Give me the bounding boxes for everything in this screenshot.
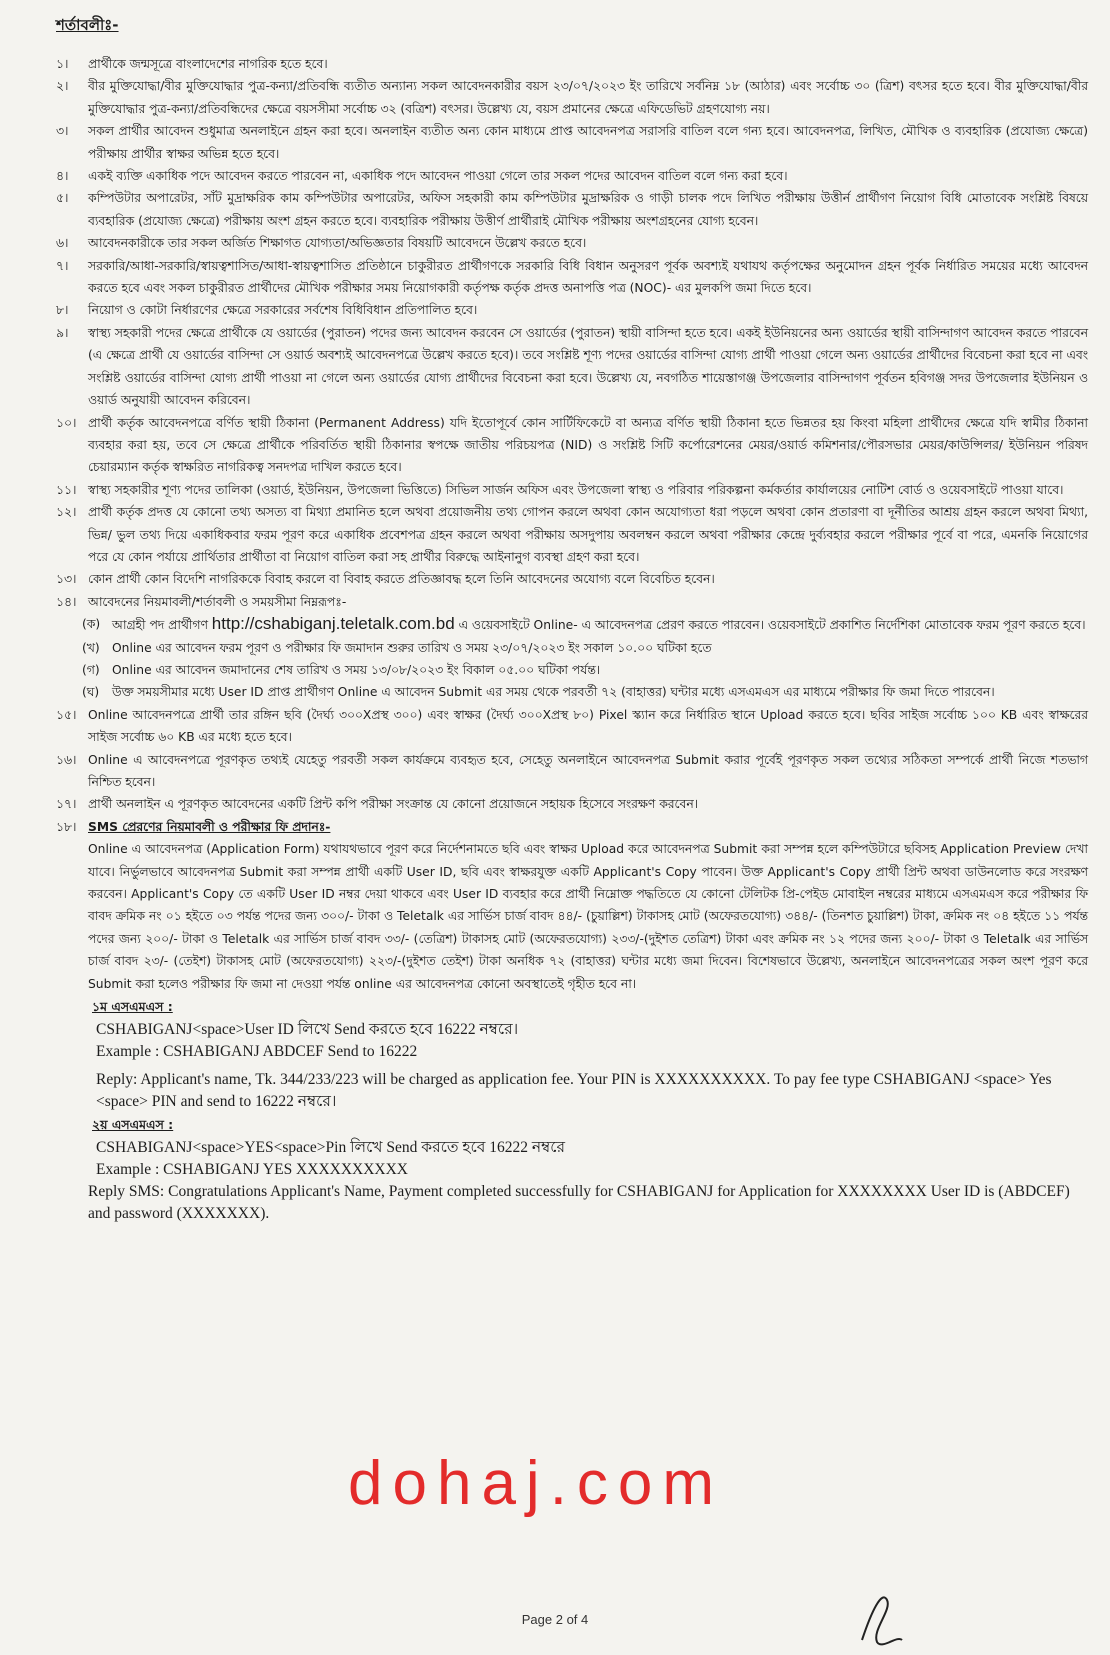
watermark: dohaj.com bbox=[348, 1449, 725, 1518]
condition-item bbox=[56, 165, 1088, 187]
condition-item bbox=[56, 793, 1088, 815]
item-number: ১৩। bbox=[56, 572, 77, 587]
item-text: স্বাস্থ্য সহকারীর শূণ্য পদের তালিকা (ওয়ার্ড, ইউনিয়ন, উপজেলা ভিত্তিতে) সিভিল সার্জন অফিস এবং উপজেলা স্বাস্থ্য ও পরিবার পরিকল্পনা কর্মকর্তার কার্যালয়ের নোটিশ বোর্ড ও ওয়েবসাইটে পাওয়া যাবে। bbox=[88, 482, 1064, 497]
condition-item bbox=[56, 120, 1088, 165]
item-number: ৫। bbox=[56, 191, 69, 206]
sub-item-number: (গ) bbox=[82, 662, 100, 677]
condition-item bbox=[56, 187, 1088, 232]
sms1-reply: Reply: Applicant's name, Tk. 344/233/223 will be charged as application fee. Your PIN is XXXXXXXXXX. To pay fee type CSHABIGANJ <space> Yes <space> PIN and send to 16222 নম্বরে। bbox=[96, 1071, 1052, 1111]
sub-item bbox=[56, 613, 1088, 636]
item-number: ৯। bbox=[56, 325, 69, 340]
item-text: একই ব্যক্তি একাধিক পদে আবেদন করতে পারবেন না, একাধিক পদে আবেদন পাওয়া গেলে তার সকল পদের আবেদন বাতিল বলে গন্য করা হবে। bbox=[88, 169, 788, 184]
item-text: প্রার্থী কর্তৃক আবেদনপত্রে বর্ণিত স্থায়ী ঠিকানা (Permanent Address) যদি ইতোপূর্বে কোন সার্টিফিকেটে বা অন্যত্র বর্ণিত স্থায়ী ঠিকানা হতে ভিন্নতর হয় কিংবা মহিলা প্রার্থীদের ক্ষেত্রে যদি স্বামীর ঠিকানা ব্যবহার করা হয়, তবে সে ক্ষেত্রে প্রার্থীকে পরিবর্তিত স্থায়ী ঠিকানার স্বপক্ষে জাতীয় পরিচয়পত্র (NID) ও সংশ্লিষ্ট সিটি কর্পোরেশনের মেয়র/ওয়ার্ড কমিশনার/পৌরসভার মেয়র/কাউন্সিলর/ ইউনিয়ন পরিষদ চেয়ারম্যান কর্তৃক স্বাক্ষরিত নাগরিকত্ব সনদপত্র দাখিল করতে হবে। bbox=[88, 415, 1088, 475]
section-heading: শর্তাবলীঃ- bbox=[56, 16, 119, 34]
item-text: Online এ আবেদনপত্রে পূরণকৃত তথ্যই যেহেতু পরবর্তী সকল কার্যক্রমে ব্যবহৃত হবে, সেহেতু অনলাইনে আবেদনপত্র Submit করার পূর্বেই পূরণকৃত সকল তথ্যের সঠিকতা সম্পর্কে প্রার্থী নিজে শতভাগ নিশ্চিত হবেন। bbox=[88, 752, 1088, 789]
sub-item-post: এ ওয়েবসাইটে Online- এ আবেদনপত্র প্রেরণ করতে পারবেন। ওয়েবসাইটে প্রকাশিত নির্দেশিকা মোতাবেক ফরম পূরণ করতে হবে। bbox=[454, 618, 1086, 633]
sms2-format: CSHABIGANJ<space>YES<space>Pin লিখে Send করতে হবে 16222 নম্বরে bbox=[96, 1139, 565, 1157]
item-text: সরকারি/আধা-সরকারি/স্বায়ত্বশাসিত/আধা-স্বায়ত্বশাসিত প্রতিষ্ঠানে চাকুরীরত প্রার্থীগণকে সরকারি বিধি বিধান অনুসরণ পূর্বক অবশ্যই যথাযথ কর্তৃপক্ষের অনুমোদন গ্রহন পূর্বক নির্ধারিত সময়ের মধ্যে আবেদন করতে হবে এবং সকল চাকুরীরত প্রার্থীদের মৌখিক পরীক্ষার সময় নিয়োগকারী কর্তৃপক্ষ কর্তৃক প্রদত্ত অনাপত্তি পত্র (NOC)- এর মুলকপি জমা দিতে হবে। bbox=[88, 258, 1088, 296]
item-number: ৩। bbox=[56, 124, 69, 139]
sms2-reply: Reply SMS: Congratulations Applicant's Name, Payment completed successfully for CSHABIGANJ for Application for XXXXXXXX User ID is (ABDCEF) and password (XXXXXXX). bbox=[88, 1183, 1070, 1223]
condition-item bbox=[56, 53, 1088, 75]
item-number: ১২। bbox=[56, 505, 77, 520]
condition-item bbox=[56, 479, 1088, 501]
item-text: আবেদনের নিয়মাবলী/শর্তাবলী ও সময়সীমা নিম্নরূপঃ- bbox=[88, 594, 347, 609]
sms-instructions: Online এ আবেদনপত্র (Application Form) যথাযথভাবে পূরণ করে নির্দেশনামতে ছবি এবং স্বাক্ষর Upload করে আবেদনপত্র Submit করা সম্পন্ন হলে কম্পিউটারে ছবিসহ Application Preview দেখা যাবে। নির্ভুলভাবে আবেদনপত্র Submit করা সম্পন্ন প্রার্থী একটি User ID, ছবি এবং স্বাক্ষরযুক্ত একটি Applicant's Copy পাবেন। উক্ত Applicant's Copy প্রার্থী প্রিন্ট অথবা ডাউনলোড করে সংরক্ষণ করবেন। Applicant's Copy তে একটি User ID নম্বর দেয়া থাকবে এবং User ID ব্যবহার করে প্রার্থী নিম্নোক্ত পদ্ধতিতে যে কোনো টেলিটক প্রি-পেইড মোবাইল নম্বরের মাধ্যমে এসএমএস করে পরীক্ষার ফি বাবদ ক্রমিক নং ০১ হইতে ০৩ পর্যন্ত পদের জন্য ৩০০/- টাকা ও Teletalk এর সার্ভিস চার্জ বাবদ ৪৪/- (চুয়াল্লিশ) টাকাসহ মোট (অফেরতযোগ্য) ৩৪৪/- (তিনশত চুয়াল্লিশ) টাকা, ক্রমিক নং ০৪ হইতে ১১ পর্যন্ত পদের জন্য ২০০/- টাকা ও Teletalk এর সার্ভিস চার্জ বাবদ ৩৩/- (তেত্রিশ) টাকাসহ মোট (অফেরতযোগ্য) ২৩৩/-(দুইশত তেত্রিশ) টাকা এবং ক্রমিক নং ১২ পদের জন্য ২০০/- টাকা ও Teletalk এর সার্ভিস চার্জ বাবদ ২৩/- (তেইশ) টাকাসহ মোট (অফেরতযোগ্য) ২২৩/-(দুইশত তেইশ) টাকা অনধিক ৭২ (বাহাত্তর) ঘন্টার মধ্যে জমা দিবেন। বিশেষভাবে উল্লেখ্য, অনলাইনে আবেদনপত্রের সকল অংশ পূরণ করে Submit করা হলেও পরীক্ষার ফি জমা না দেওয়া পর্যন্ত online এর আবেদনপত্র কোনো অবস্থাতেই গৃহীত হবে না। bbox=[88, 842, 1088, 991]
sub-item-text: উক্ত সময়সীমার মধ্যে User ID প্রাপ্ত প্রার্থীগণ Online এ আবেদন Submit এর সময় থেকে পরবর্তী ৭২ (বাহাত্তর) ঘন্টার মধ্যে এসএমএস এর মাধ্যমে পরীক্ষার ফি জমা দিতে পারবেন। bbox=[112, 685, 995, 700]
condition-item bbox=[56, 75, 1088, 120]
item-text: প্রার্থী অনলাইন এ পূরণকৃত আবেদনের একটি প্রিন্ট কপি পরীক্ষা সংক্রান্ত যে কোনো প্রয়োজনে সহায়ক হিসেবে সংরক্ষণ করবেন। bbox=[88, 797, 699, 812]
sub-item bbox=[56, 681, 1088, 703]
condition-item bbox=[56, 322, 1088, 412]
sms1-example: Example : CSHABIGANJ ABDCEF Send to 16222 bbox=[96, 1043, 418, 1061]
condition-item bbox=[56, 568, 1088, 590]
sub-item bbox=[56, 637, 1088, 659]
sms1-title: ১ম এসএমএস : bbox=[92, 999, 173, 1015]
sub-item bbox=[56, 659, 1088, 681]
signature-icon bbox=[852, 1580, 912, 1650]
item-text: নিয়োগ ও কোটা নির্ধারণের ক্ষেত্রে সরকারের সর্বশেষ বিধিবিধান প্রতিপালিত হবে। bbox=[88, 303, 478, 318]
sms-section-title: SMS প্রেরণের নিয়মাবলী ও পরীক্ষার ফি প্রদানঃ- bbox=[88, 819, 331, 834]
condition-item bbox=[56, 255, 1088, 300]
item-text: প্রার্থীকে জন্মসূত্রে বাংলাদেশের নাগরিক হতে হবে। bbox=[88, 57, 328, 71]
condition-item bbox=[56, 749, 1088, 794]
item-number: ৮। bbox=[56, 303, 69, 318]
sub-item-number: (ঘ) bbox=[82, 685, 100, 700]
sms2-example: Example : CSHABIGANJ YES XXXXXXXXXX bbox=[96, 1161, 408, 1179]
item-number: ১৪। bbox=[56, 594, 77, 609]
sms-section bbox=[56, 816, 1088, 838]
condition-item bbox=[56, 412, 1088, 479]
item-number: ১৬। bbox=[56, 752, 77, 767]
conditions-list bbox=[56, 53, 1088, 838]
sub-item-text: Online এর আবেদন জমাদানের শেষ তারিখ ও সময় ১৩/০৮/২০২৩ ইং বিকাল ০৫.০০ ঘটিকা পর্যন্ত। bbox=[112, 662, 601, 677]
item-text: Online আবেদনপত্রে প্রার্থী তার রঙ্গিন ছবি (দৈর্ঘ্য ৩০০Xপ্রস্থ ৩০০) এবং স্বাক্ষর (দৈর্ঘ্য ৩০০Xপ্রস্থ ৮০) Pixel স্ক্যান করে নির্ধারিত স্থানে Upload করতে হবে। ছবির সাইজ সর্বোচ্চ ১০০ KB এবং স্বাক্ষরের সাইজ সর্বোচ্চ ৬০ KB এর মধ্যে হতে হবে। bbox=[88, 707, 1088, 745]
item-number: ১৮। bbox=[56, 819, 77, 834]
condition-item bbox=[56, 591, 1088, 613]
item-number: ১৫। bbox=[56, 707, 77, 722]
item-text: স্বাস্থ্য সহকারী পদের ক্ষেত্রে প্রার্থীকে যে ওয়ার্ডের (পুরাতন) পদের জন্য আবেদন করবেন সে ওয়ার্ডের (পুরাতন) স্থায়ী বাসিন্দা হতে হবে। একই ইউনিয়নের অন্য ওয়ার্ডের স্থায়ী বাসিন্দাগণ আবেদন করতে পারবেন (এ ক্ষেত্রে প্রার্থী যে ওয়ার্ডের বাসিন্দা সে ওয়ার্ড অবশ্যই আবেদনপত্রে উল্লেখ করতে হবে)। তবে সংশ্লিষ্ট শূণ্য পদের ওয়ার্ডের বাসিন্দা যোগ্য প্রার্থী পাওয়া গেলে অন্য ওয়ার্ডের প্রার্থীদের বিবেচনা করা হবে না এবং সংশ্লিষ্ট ওয়ার্ডের বাসিন্দা যোগ্য প্রার্থী পাওয়া না গেলে অন্য ওয়ার্ডের যোগ্য প্রার্থীদের বিবেচনা করা হবে। উল্লেখ্য যে, নবগঠিত শায়েস্তাগঞ্জ উপজেলার বাসিন্দাগণ পূর্বতন হবিগঞ্জ সদর উপজেলার ইউনিয়ন ও ওয়ার্ড অনুযায়ী আবেদন করিবেন। bbox=[88, 325, 1088, 408]
sub-item-text: Online এর আবেদন ফরম পূরণ ও পরীক্ষার ফি জমাদান শুরুর তারিখ ও সময় ২৩/০৭/২০২৩ ইং সকাল ১০.০০ ঘটিকা হতে bbox=[112, 640, 712, 655]
item-text: আবেদনকারীকে তার সকল অর্জিত শিক্ষাগত যোগ্যতা/অভিজ্ঞতার বিষয়টি আবেদনে উল্লেখ করতে হবে। bbox=[88, 236, 587, 251]
condition-item bbox=[56, 704, 1088, 749]
item-number: ১১। bbox=[56, 482, 77, 497]
item-text: প্রার্থী কর্তৃক প্রদত্ত যে কোনো তথ্য অসত্য বা মিথ্যা প্রমানিত হলে অথবা প্রয়োজনীয় তথ্য গোপন করলে অথবা কোন অযোগ্যতা ধরা পড়লে অথবা কোন প্রতারণা বা দূর্নীতির আশ্রয় গ্রহন করলে অথবা মিথ্যা, ভিন্ন/ ভুল তথ্য দিয়ে একাধিকবার ফরম পূরণ করে একাধিক প্রবেশপত্র গ্রহন করলে অথবা পরীক্ষায় অসদুপায় অবলম্বন করলে অথবা পরীক্ষার কেন্দ্রে দুর্ব্যবহার করলে পরীক্ষার পূর্বে বা পরে, এমনকি নিয়োগের পরে যে কোন পর্যায়ে প্রার্থিতার প্রার্থীতা বা নিয়োগ বাতিল করা সহ প্রার্থীর বিরুদ্ধে আইনানুগ ব্যবস্থা গ্রহণ করা হবে। bbox=[88, 505, 1088, 564]
item-number: ১। bbox=[56, 57, 69, 71]
item-text: কোন প্রার্থী কোন বিদেশি নাগরিককে বিবাহ করলে বা বিবাহ করতে প্রতিজ্ঞাবদ্ধ হলে তিনি আবেদনের অযোগ্য বলে বিবেচিত হবেন। bbox=[88, 572, 715, 587]
page-number: Page 2 of 4 bbox=[521, 1612, 589, 1627]
item-number: ৬। bbox=[56, 236, 69, 251]
item-number: ১০। bbox=[56, 415, 77, 430]
item-number: ৭। bbox=[56, 258, 69, 273]
condition-item bbox=[56, 299, 1088, 321]
item-text: কম্পিউটার অপারেটর, সাঁট মুদ্রাক্ষরিক কাম কম্পিউটার অপারেটর, অফিস সহকারী কাম কম্পিউটার মুদ্রাক্ষরিক ও গাড়ী চালক পদে লিখিত পরীক্ষায় উত্তীর্ন প্রার্থীগণ নিয়োগ বিধি মোতাবেক সংশ্লিষ্ট বিষয়ে ব্যবহারিক (প্রযোজ্য ক্ষেত্রে) পরীক্ষায় অংশ গ্রহন করতে হবে। ব্যবহারিক পরীক্ষায় উত্তীর্ণ প্রার্থীরাই মৌখিক পরীক্ষায় অংশগ্রহনের যোগ্য হবেন। bbox=[88, 191, 1088, 228]
sub-item-text bbox=[112, 613, 1088, 636]
sms1-format: CSHABIGANJ<space>User ID লিখে Send করতে হবে 16222 নম্বরে। bbox=[96, 1021, 519, 1039]
website-link[interactable]: http://cshabiganj.teletalk.com.bd bbox=[211, 614, 455, 634]
item-number: ৪। bbox=[56, 169, 69, 184]
item-text: সকল প্রার্থীর আবেদন শুধুমাত্র অনলাইনে গ্রহন করা হবে। অনলাইন ব্যতীত অন্য কোন মাধ্যমে প্রাপ্ত আবেদনপত্র সরাসরি বাতিল বলে গন্য হবে। আবেদনপত্র, লিখিত, মৌখিক ও ব্যবহারিক (প্রযোজ্য ক্ষেত্রে) পরীক্ষায় প্রার্থীর স্বাক্ষর অভিন্ন হতে হবে। bbox=[88, 124, 1088, 161]
sub-item-number: (খ) bbox=[82, 640, 100, 655]
sms2-title: ২য় এসএমএস : bbox=[92, 1117, 174, 1133]
item-number: ২। bbox=[56, 79, 69, 94]
sub-item-pre: আগ্রহী পদ প্রার্থীগণ bbox=[112, 618, 212, 633]
condition-item bbox=[56, 232, 1088, 254]
item-number: ১৭। bbox=[56, 797, 77, 812]
condition-item bbox=[56, 501, 1088, 568]
item-text: বীর মুক্তিযোদ্ধা/বীর মুক্তিযোদ্ধার পুত্র-কন্যা/প্রতিবন্ধি ব্যতীত অন্যান্য সকল আবেদনকারীর বয়স ২৩/০৭/২০২৩ ইং তারিখে সর্বনিম্ন ১৮ (আঠার) এবং সর্বোচ্চ ৩০ (ত্রিশ) বৎসর হতে হবে। বীর মুক্তিযোদ্ধা/বীর মুক্তিযোদ্ধার পুত্র-কন্যা/প্রতিবন্ধিদের ক্ষেত্রে বয়সসীমা সর্বোচ্চ ৩২ (বত্রিশ) বৎসর। উল্লেখ্য যে, বয়স প্রমানের ক্ষেত্রে এফিডেভিট গ্রহণযোগ্য নয়। bbox=[88, 79, 1088, 116]
sub-item-number: (ক) bbox=[82, 617, 101, 632]
